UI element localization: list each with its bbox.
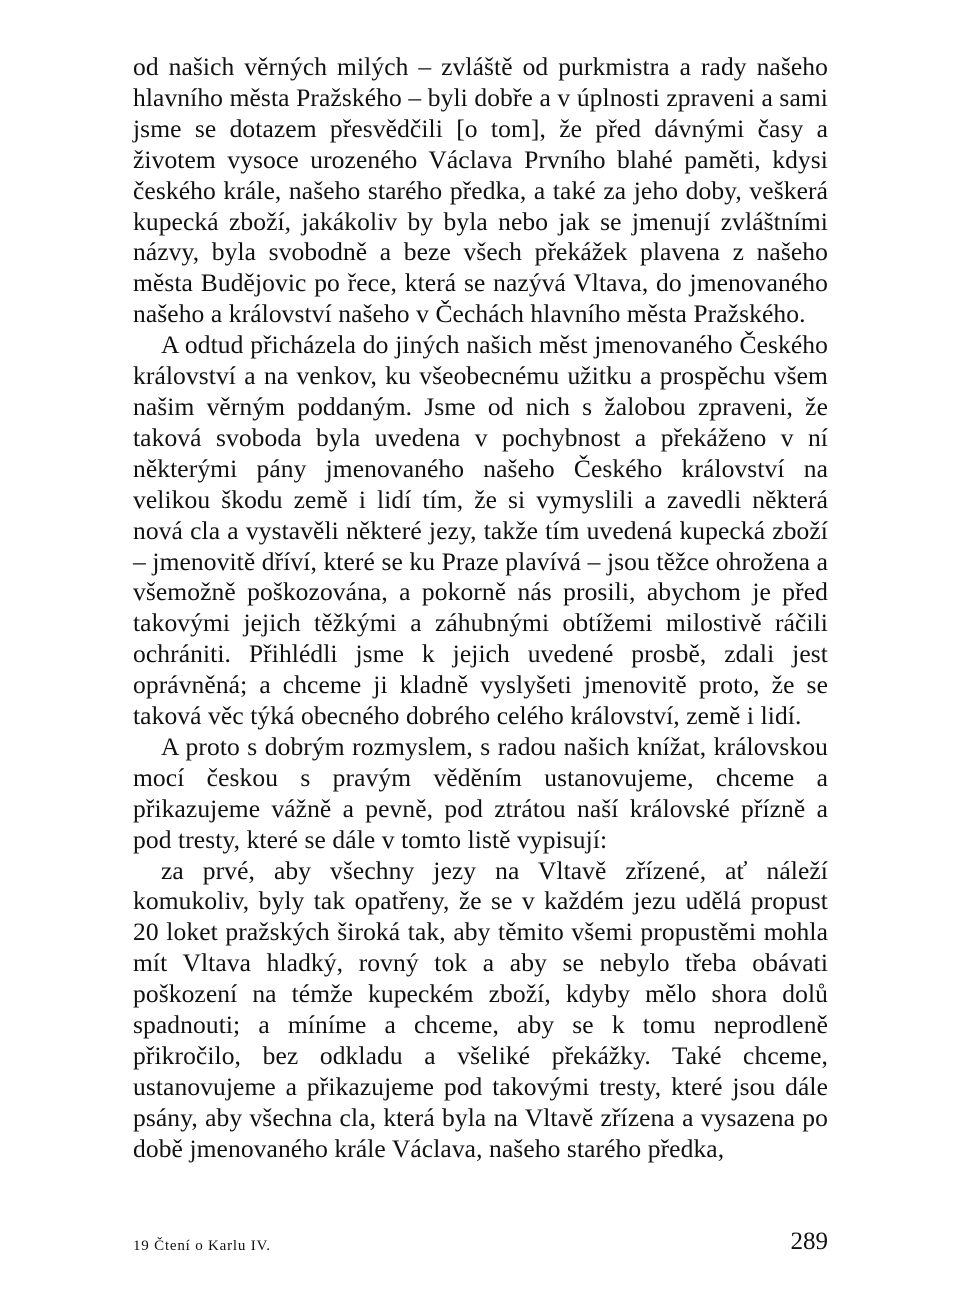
page-footer bbox=[133, 1228, 828, 1268]
paragraph-two: A odtud přicházela do jiných našich měst jmenovaného Českého království a na venkov, ku všeobecnému užitku a prospěchu všem našim věrným poddaným. Jsme od nich s žalobou zpraveni, že taková svoboda byla uvedena v pochybnost a překáženo v ní některými pány jmenovaného našeho Českého království na velikou škodu země i lidí tím, že si vymyslili a zavedli některá nová cla a vystavěli některé jezy, takže tím uvedená kupecká zboží – jmenovitě dříví, které se ku Praze plavívá – jsou těžce ohrožena a všemožně poškozována, a pokorně nás prosili, abychom je před takovými jejich těžkými a záhubnými obtížemi milostivě ráčili ochrániti. Přihlédli jsme k jejich uvedené prosbě, zdali jest oprávněná; a chceme ji kladně vyslyšeti jmenovitě proto, že se taková věc týká obecného dobrého celého království, země i lidí. bbox=[133, 330, 828, 731]
body-text bbox=[133, 52, 828, 1165]
paragraph-three: A proto s dobrým rozmyslem, s radou našich knížat, královskou mocí českou s pravým věděním ustanovujeme, chceme a přikazujeme vážně a pevně, pod ztrátou naší královské přízně a pod tresty, které se dále v tomto listě vypisují: bbox=[133, 731, 828, 854]
signature-mark: 19 Čtení o Karlu IV. bbox=[133, 1238, 271, 1254]
paragraph-four: za prvé, aby všechny jezy na Vltavě zřízené, ať náleží komukoliv, byly tak opatřeny, že se v každém jezu udělá propust 20 loket pražských široká tak, aby těmito všemi propustěmi mohla mít Vltava hladký, rovný tok a aby se nebylo třeba obávati poškození na témže kupeckém zboží, kdyby mělo shora dolů spadnouti; a míníme a chceme, aby se k tomu neprodleně přikročilo, bez odkladu a všeliké překážky. Také chceme, ustanovujeme a přikazujeme pod takovými tresty, které jsou dále psány, aby všechna cla, která byla na Vltavě zřízena a vysazena po době jmenovaného krále Václava, našeho starého předka, bbox=[133, 855, 828, 1163]
page-number: 289 bbox=[790, 1228, 828, 1255]
paragraph-continuation: od našich věrných milých – zvláště od purkmistra a rady našeho hlavního města Pražského – byli dobře a v úplnosti zpraveni a sami jsme se dotazem přesvědčili [o tom], že před dávnými časy a životem vysoce urozeného Václava Prvního blahé paměti, kdysi českého krále, našeho starého předka, a také za jeho doby, veškerá kupecká zboží, jakákoliv by byla nebo jak se jmenují zvláštními názvy, byla svobodně a beze všech překážek plavena z našeho města Budějovic po řece, která se nazývá Vltava, do jmenovaného našeho a království našeho v Čechách hlavního města Pražského. bbox=[133, 52, 828, 329]
